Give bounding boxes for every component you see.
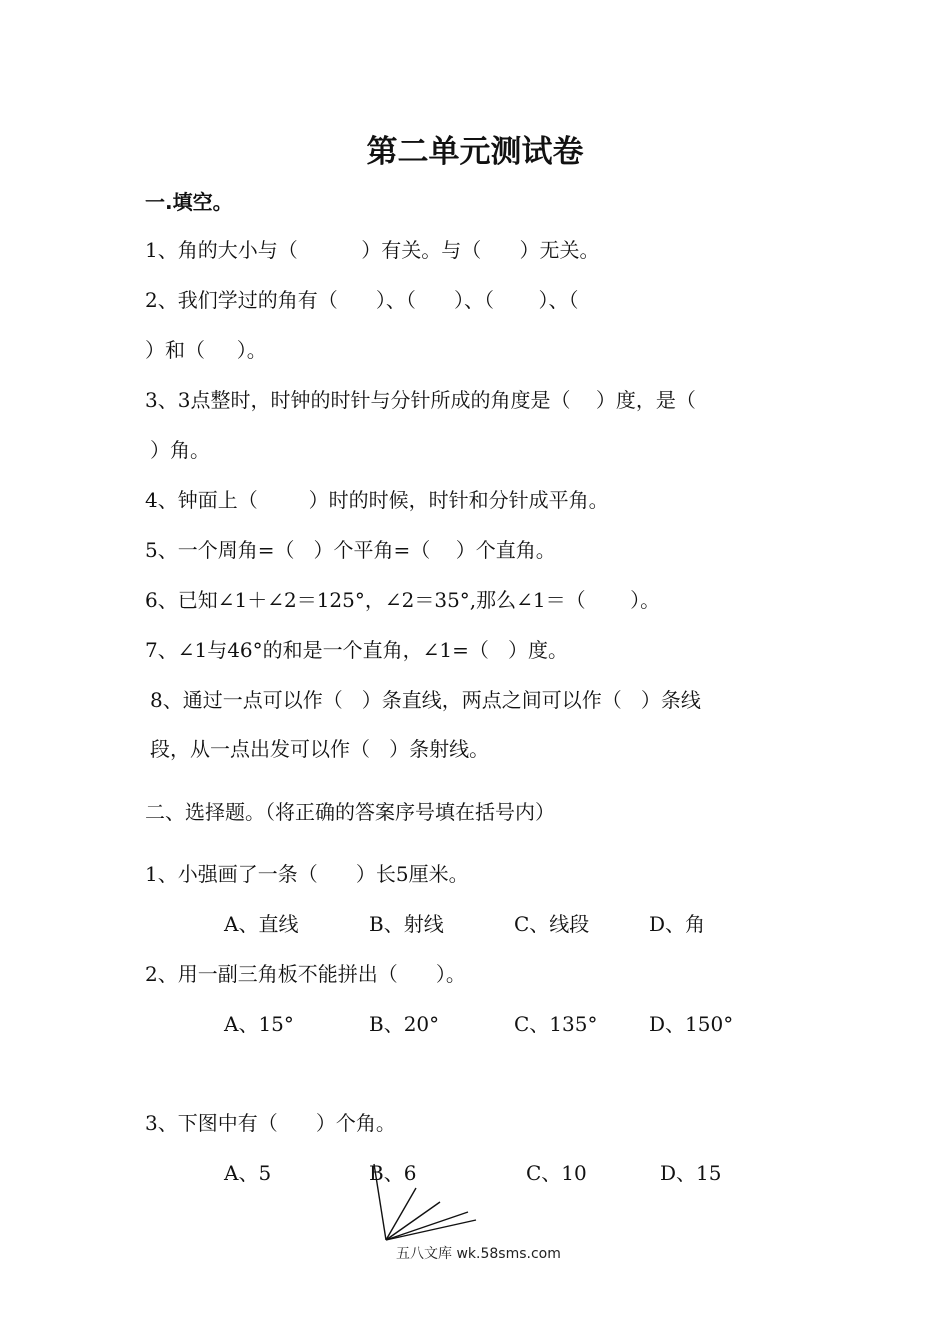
- question-line: 5、一个周角=（ ）个平角=（ ）个直角。: [145, 538, 556, 562]
- choice-option: B、6: [369, 1161, 417, 1185]
- choice-option: A、5: [224, 1161, 272, 1185]
- section-heading-multiple-choice: 二、选择题。（将正确的答案序号填在括号内）: [145, 800, 555, 824]
- choice-option: B、射线: [369, 912, 444, 936]
- choice-question: 2、用一副三角板不能拼出（ ）。: [145, 962, 466, 986]
- page-title: 第二单元测试卷: [366, 134, 584, 170]
- choice-option: C、线段: [514, 912, 590, 936]
- question-line: ）角。: [150, 438, 210, 462]
- question-line: 7、∠1与46°的和是一个直角，∠1=（ ）度。: [145, 638, 568, 662]
- ray-line: [386, 1212, 468, 1240]
- choice-question: 1、小强画了一条（ ）长5厘米。: [145, 862, 469, 886]
- angle-rays-figure: [360, 1160, 490, 1250]
- question-line: 4、钟面上（ ）时的时候，时针和分针成平角。: [145, 488, 609, 512]
- choice-option: A、直线: [224, 912, 299, 936]
- choice-option: D、角: [649, 912, 706, 936]
- ray-line: [386, 1188, 416, 1240]
- section-heading-fill-in: 一.填空。: [145, 190, 233, 214]
- choice-question: 3、下图中有（ ）个角。: [145, 1111, 396, 1135]
- question-line: 段，从一点出发可以作（ ）条射线。: [150, 737, 490, 761]
- question-line: 2、我们学过的角有（ ）、（ ）、（ ）、（: [145, 288, 579, 312]
- question-line: 8、通过一点可以作（ ）条直线，两点之间可以作（ ）条线: [150, 688, 701, 712]
- question-line: 6、已知∠1＋∠2＝125°，∠2＝35°,那么∠1＝（ ）。: [145, 588, 661, 612]
- choice-option: A、15°: [224, 1012, 294, 1036]
- choice-option: D、15: [660, 1161, 722, 1185]
- question-line: 3、3点整时，时钟的时针与分针所成的角度是（ ）度，是（: [145, 388, 696, 412]
- watermark: 五八文库 wk.58sms.com: [396, 1246, 561, 1262]
- choice-option: C、10: [526, 1161, 587, 1185]
- question-line: ）和（ ）。: [145, 338, 267, 362]
- choice-option: C、135°: [514, 1012, 598, 1036]
- question-line: 1、角的大小与（ ）有关。与（ ）无关。: [145, 238, 600, 262]
- choice-option: D、150°: [649, 1012, 734, 1036]
- choice-option: B、20°: [369, 1012, 440, 1036]
- ray-line: [374, 1164, 386, 1240]
